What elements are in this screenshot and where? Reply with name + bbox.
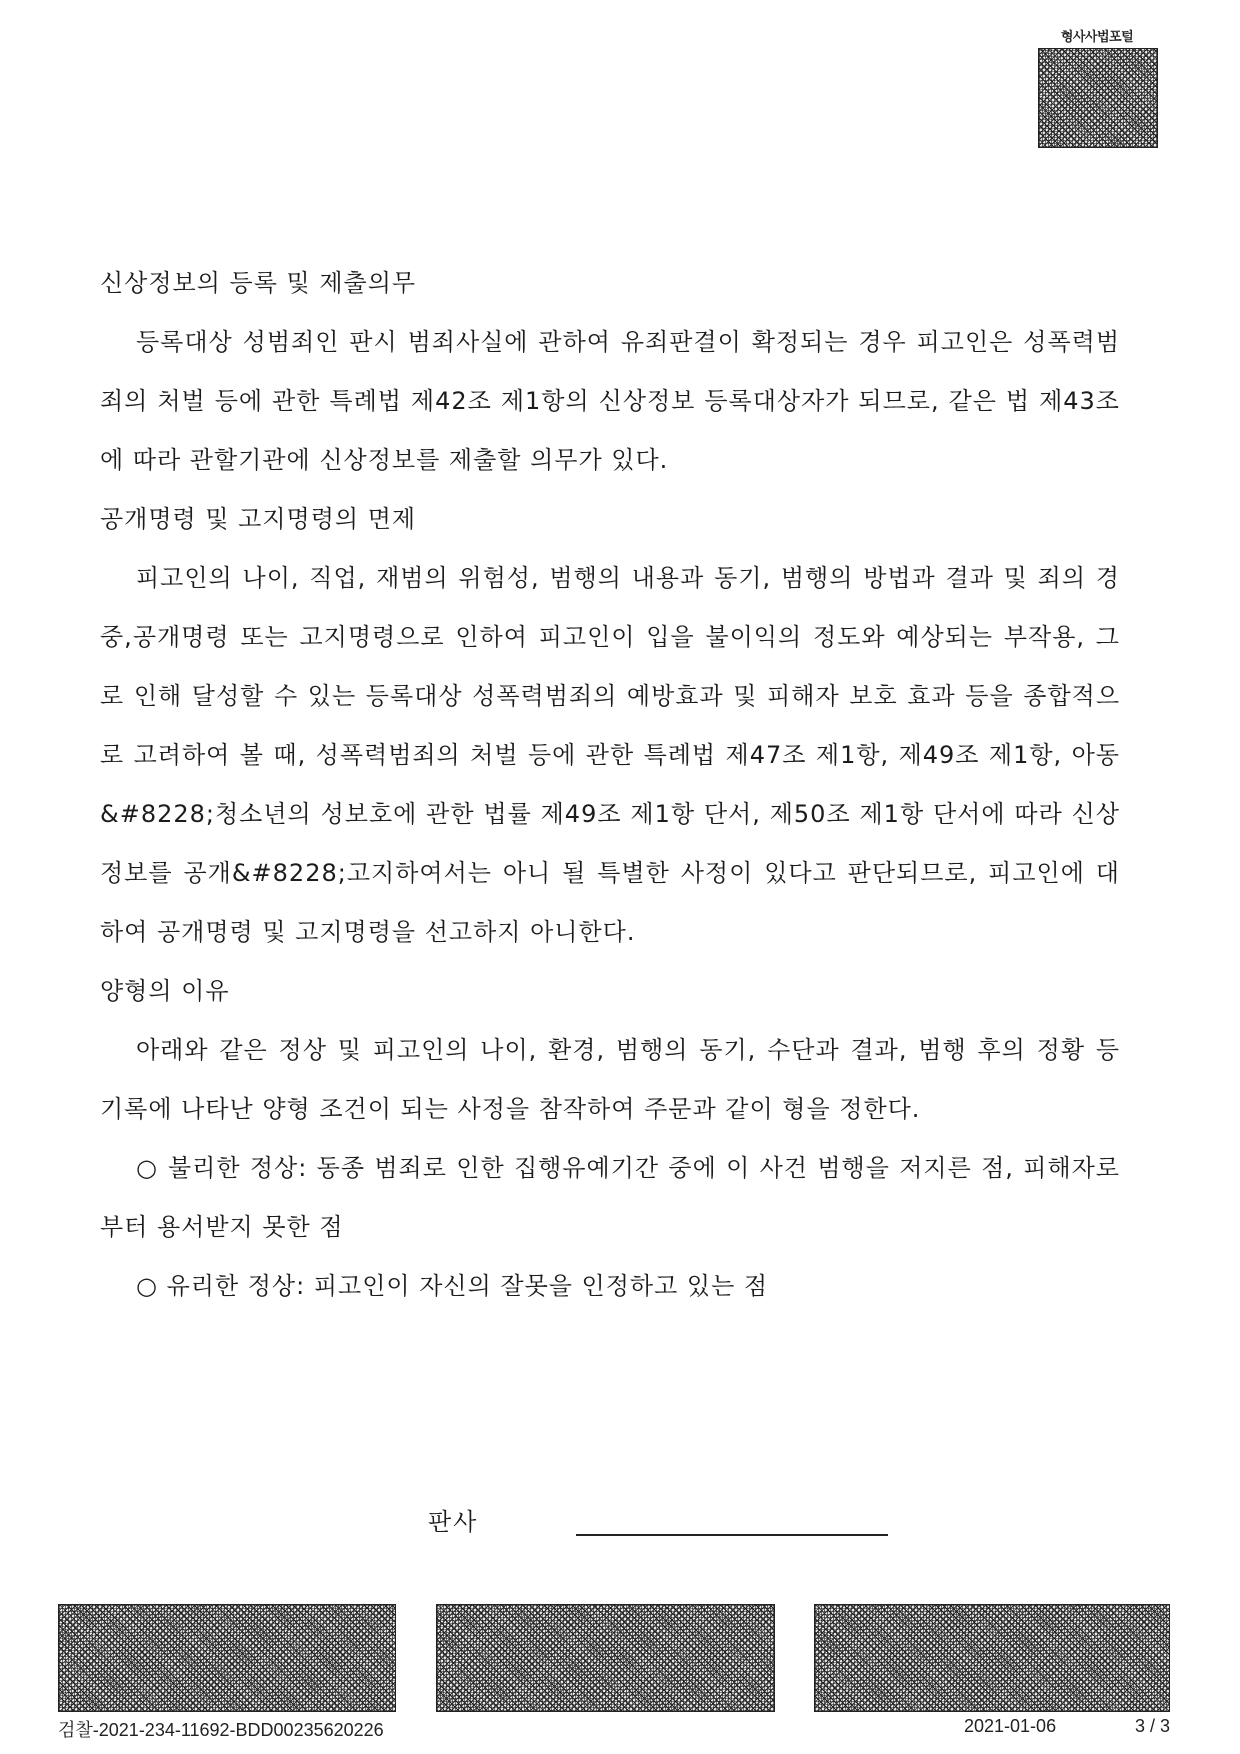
- paragraph-registration: 등록대상 성범죄인 판시 범죄사실에 관하여 유죄판결이 확정되는 경우 피고인은 성폭력범죄의 처벌 등에 관한 특례법 제42조 제1항의 신상정보 등록대상자가 되므로, 같은 법 제43조에 따라 관할기관에 신상정보를 제출할 의무가 있다.: [100, 328, 1120, 474]
- portal-stamp-label: 형사사법포털: [1060, 30, 1134, 45]
- paragraph-favorable-circumstances: ○ 유리한 정상: 피고인이 자신의 잘못을 인정하고 있는 점: [136, 1272, 769, 1300]
- document-date: 2021-01-06: [964, 1716, 1057, 1736]
- signature-line: [576, 1534, 888, 1536]
- paragraph-unfavorable-circumstances: ○ 불리한 정상: 동종 범죄로 인한 집행유예기간 중에 이 사건 범행을 저지른 점, 피해자로부터 용서받지 못한 점: [100, 1154, 1120, 1241]
- portal-stamp-code: [1038, 48, 1158, 148]
- section-heading-exemption: 공개명령 및 고지명령의 면제: [100, 505, 417, 533]
- document-barcode-3: [814, 1604, 1170, 1712]
- document-id: 검찰-2021-234-11692-BDD00235620226: [58, 1720, 384, 1740]
- portal-stamp: [1038, 30, 1156, 148]
- page-number: 3 / 3: [1135, 1716, 1171, 1736]
- judge-label: 판사: [428, 1508, 479, 1536]
- section-heading-registration: 신상정보의 등록 및 제출의무: [100, 269, 417, 297]
- paragraph-sentencing: 아래와 같은 정상 및 피고인의 나이, 환경, 범행의 동기, 수단과 결과, 범행 후의 정황 등 기록에 나타난 양형 조건이 되는 사정을 참작하여 주문과 같이 형을 정한다.: [100, 1036, 1120, 1123]
- document-barcode-1: [58, 1604, 396, 1712]
- section-heading-sentencing: 양형의 이유: [100, 977, 230, 1005]
- paragraph-exemption: 피고인의 나이, 직업, 재범의 위험성, 범행의 내용과 동기, 범행의 방법과 결과 및 죄의 경중,공개명령 또는 고지명령으로 인하여 피고인이 입을 불이익의 정도와 예상되는 부작용, 그로 인해 달성할 수 있는 등록대상 성폭력범죄의 예방효과 및 피해자 보호 효과 등을 종합적으로 고려하여 볼 때, 성폭력범죄의 처벌 등에 관한 특례법 제47조 제1항, 제49조 제1항, 아동&#8228;청소년의 성보호에 관한 법률 제49조 제1항 단서, 제50조 제1항 단서에 따라 신상정보를 공개&#8228;고지하여서는 아니 될 특별한 사정이 있다고 판단되므로, 피고인에 대하여 공개명령 및 고지명령을 선고하지 아니한다.: [100, 564, 1120, 946]
- document-barcode-2: [436, 1604, 775, 1712]
- judgment-body: [100, 254, 1120, 1316]
